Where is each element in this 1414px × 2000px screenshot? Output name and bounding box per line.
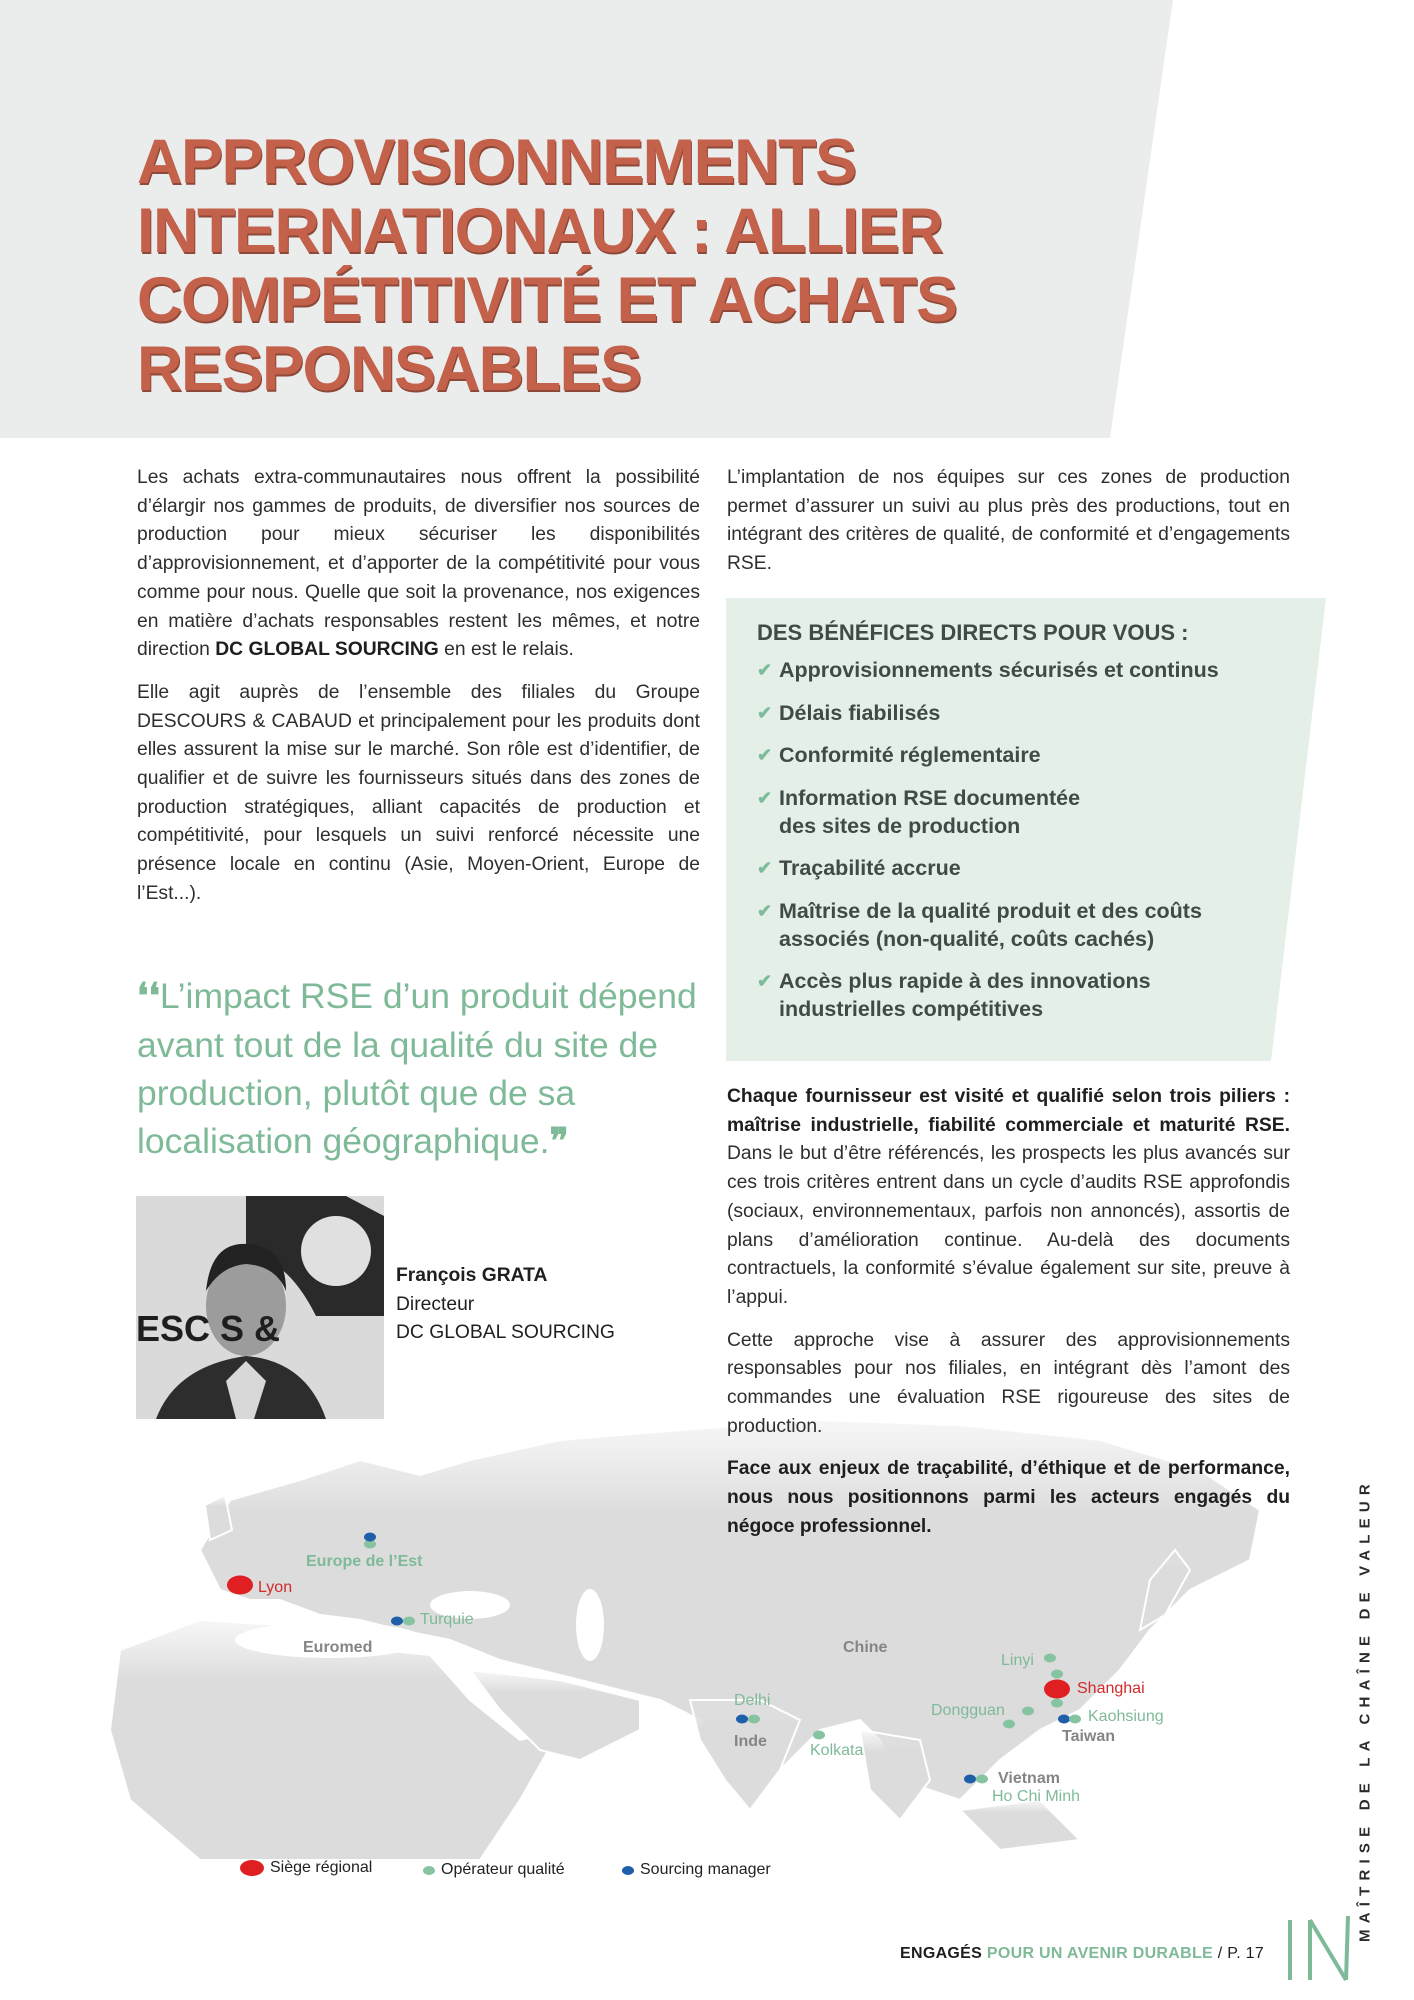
benefit-item [757,656,1297,684]
blue-dot-icon [622,1866,634,1875]
siege-marker-shanghai [1044,1680,1070,1699]
person-name: François GRATA [396,1265,548,1286]
benefit-text: Approvisionnements sécurisés et continus [779,658,1219,682]
benefit-item [757,854,1297,882]
map-label-lyon: Lyon [258,1579,293,1596]
pillars-paragraph [727,1083,1290,1313]
check-icon: ✔ [757,900,773,921]
operateur-marker-turquie [403,1617,415,1626]
role-paragraph: Elle agit auprès de l’ensemble des filiales du Groupe DESCOURS & CABAUD et principalement pour les produits dont elles assurent la mise sur le marché. Son rôle est d’identifier, de qualifier et de suivre les fournisseurs situés dans des zones de production stratégiques, alliant capacités de production et compétitivité, pour lesquels un suivi renforcé nécessite une présence locale en continu (Asie, Moyen-Orient, Europe de l’Est...). [137,681,700,904]
approach-paragraph: Cette approche vise à assurer des approvisionnements responsables pour nos filiales, en intégrant dès l’amont des commandes une évaluation RSE rigoureuse des sites de production. [727,1329,1290,1437]
operateur-marker [1051,1699,1063,1708]
sourcing-marker-turquie [391,1617,403,1626]
intro-text-end: en est le relais. [438,639,574,661]
operateur-marker-kolkata [813,1731,825,1740]
quote-text: L’impact RSE d’un produit dépend avant tout de la qualité du site de production, plutôt que de sa localisation géographique. [137,976,697,1161]
pull-quote [137,972,717,1166]
conclusion-paragraph [727,1455,1290,1541]
legend-label: Sourcing manager [640,1861,771,1878]
svg-text:ESC S &: ESC S & [136,1308,281,1349]
close-quote-mark: ❞ [549,1121,569,1162]
check-icon: ✔ [757,702,773,723]
map-label-kaohsiung: Kaohsiung [1088,1708,1164,1725]
open-quote-mark: ❛❛ [137,976,160,1017]
map-label-inde: Inde [734,1733,767,1750]
map-label-kolkata: Kolkata [810,1742,864,1759]
check-icon: ✔ [757,858,773,878]
map-label-linyi: Linyi [1001,1652,1034,1669]
benefit-text: Information RSE documentée des sites de production [779,785,1081,838]
intro-text: Les achats extra-communautaires nous offrent la possibilité d’élargir nos gammes de produits, de diversifier nos sources de production pour mieux sécuriser les disponibilités d’approvisionnement, et d’apporter de la compétitivité pour vous comme pour nous. Quelle que soit la provenance, nos exigences en matière d’achats responsables restent les mêmes, et notre direction [137,467,700,661]
map-label-turquie: Turquie [420,1611,474,1628]
title-line: RESPONSABLES [137,334,641,404]
footer-tagline: POUR UN AVENIR DURABLE [982,1945,1214,1962]
check-icon: ✔ [757,660,773,680]
map-label-vietnam: Vietnam [998,1770,1060,1787]
map-label-europe-est: Europe de l’Est [306,1553,423,1570]
operateur-marker-dongguan [1022,1707,1034,1716]
title-line: INTERNATIONAUX : ALLIER [137,196,943,266]
red-dot-icon [240,1860,264,1876]
legend-item-operateur [423,1861,565,1879]
operateur-marker [1003,1720,1015,1729]
map-label-shanghai: Shanghai [1077,1680,1145,1697]
operateur-marker-kaohsiung [1069,1715,1081,1724]
map-label-euromed: Euromed [303,1639,373,1656]
section-vertical-label: MAÎTRISE DE LA CHAÎNE DE VALEUR [1356,1478,1374,1942]
legend-label: Opérateur qualité [441,1861,565,1878]
implantation-paragraph: L’implantation de nos équipes sur ces zones de production permet d’assurer un suivi au plus près des productions, tout en intégrant des critères de qualité, de conformité et d’engagements RSE. [727,467,1290,575]
left-column [137,464,700,923]
map-label-chine: Chine [843,1639,888,1656]
page-number: / P. 17 [1213,1945,1265,1962]
sourcing-marker-delhi [736,1715,748,1724]
operateur-marker-delhi [748,1715,760,1724]
benefit-item [757,741,1297,769]
legend-label: Siège régional [270,1859,373,1876]
operateur-marker-linyi [1044,1654,1056,1663]
check-icon: ✔ [757,971,773,991]
footer-engages: ENGAGÉS [900,1945,983,1962]
operateur-marker-vietnam [976,1775,988,1784]
map-label-dongguan: Dongguan [931,1702,1005,1719]
person-role: Directeur [396,1293,475,1315]
page-title [137,128,957,404]
benefits-list [757,656,1297,1023]
right-column-intro [727,464,1290,593]
title-line: COMPÉTITIVITÉ ET ACHATS [137,265,957,335]
intro-paragraph [137,464,700,665]
benefit-text: Accès plus rapide à des innovations industrielles compétitives [779,969,1151,1021]
footer [900,1945,1264,1963]
right-column-body [727,1083,1290,1556]
sourcing-marker-vietnam [964,1775,976,1784]
green-dot-icon [423,1866,435,1875]
legend-item-siege [240,1859,372,1877]
benefit-item [757,967,1199,1023]
benefit-item [757,699,1297,727]
sourcing-marker-europe-est [364,1533,376,1542]
benefit-text: Conformité réglementaire [779,743,1041,767]
legend-item-sourcing [622,1861,771,1879]
conclusion-bold: Face aux enjeux de traçabilité, d’éthique et de performance, nous nous positionnons parmi les acteurs engagés du négoce professionnel. [727,1458,1290,1537]
portrait-photo [136,1196,384,1419]
title-line: APPROVISIONNEMENTS [137,127,856,197]
dc-global-sourcing-bold: DC GLOBAL SOURCING [215,639,439,661]
operateur-marker [1051,1670,1063,1679]
check-icon: ✔ [757,787,773,808]
benefit-text: Délais fiabilisés [779,700,941,725]
map-label-taiwan: Taiwan [1062,1728,1116,1745]
benefit-item [757,784,1109,840]
person-company: DC GLOBAL SOURCING [396,1322,615,1344]
benefit-text: Maîtrise de la qualité produit et des coûts associés (non-qualité, coûts cachés) [779,898,1202,951]
in-logo [1282,1912,1362,1982]
pillars-text: Dans le but d’être référencés, les prospects les plus avancés sur ces trois critères entrent dans un cycle d’audits RSE approfondis (sociaux, environnementaux, parfois non annoncés), assortis de plans d’amélioration continue. Au-delà des documents contractuels, la conformité s’évalue également sur site, preuve à l’appui. [727,1143,1290,1308]
pillars-bold: Chaque fournisseur est visité et qualifié selon trois piliers : maîtrise industrielle, fiabilité commerciale et maturité RSE. [727,1086,1290,1136]
benefits-box [757,620,1297,1038]
benefits-title: DES BÉNÉFICES DIRECTS POUR VOUS : [757,620,1189,645]
benefit-text: Traçabilité accrue [779,856,961,880]
check-icon: ✔ [757,745,773,765]
person-caption [396,1262,615,1348]
map-label-ho-chi-minh: Ho Chi Minh [992,1788,1081,1805]
siege-marker-lyon [227,1576,253,1595]
benefit-item [757,897,1249,953]
map-label-delhi: Delhi [734,1692,771,1709]
